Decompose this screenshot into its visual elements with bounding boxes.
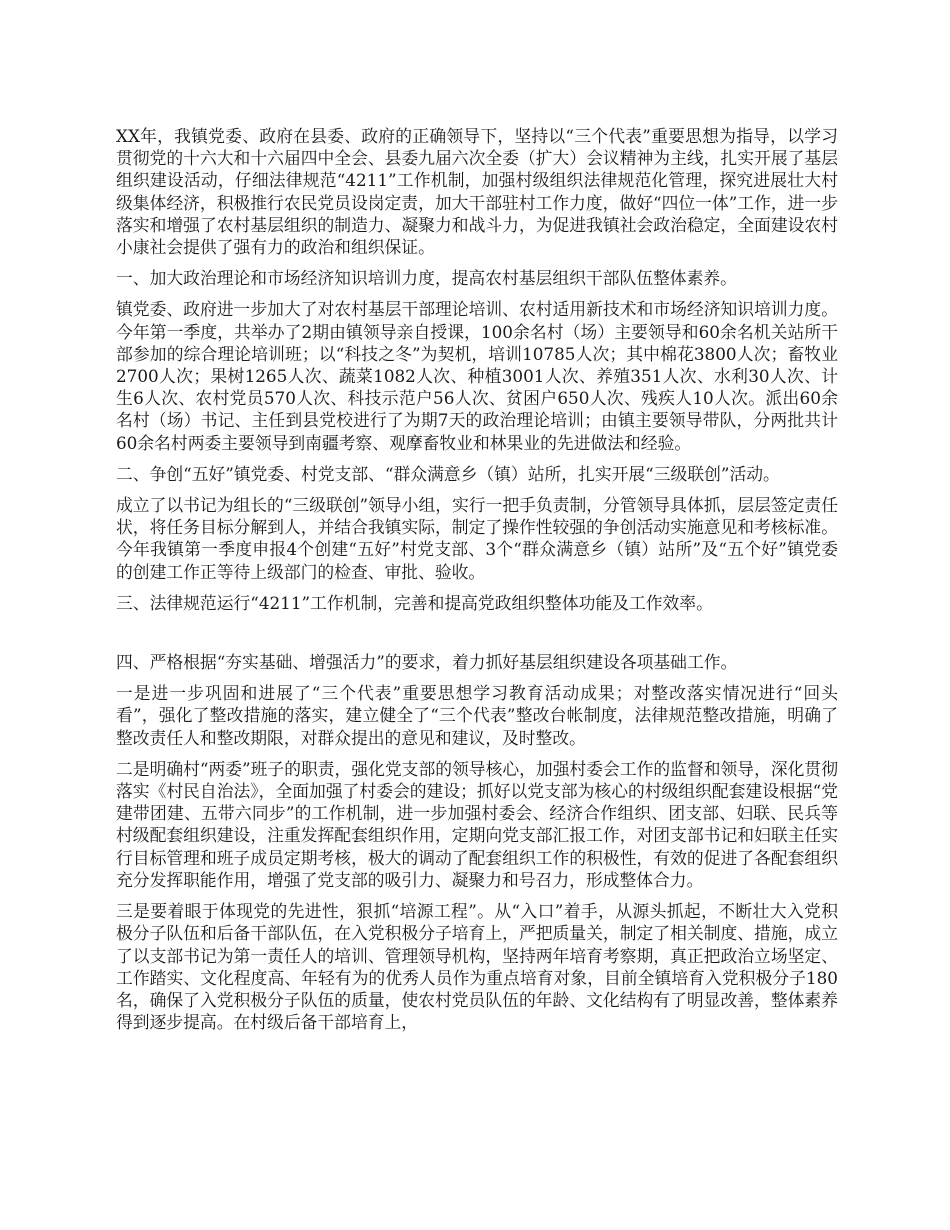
section-heading-2: 二、争创“五好”镇党委、村党支部、“群众满意乡（镇）站所，扎实开展“三级联创”活动。 xyxy=(116,463,780,484)
section-heading-4: 四、严格根据“夯实基础、增强活力”的要求，着力抓好基层组织建设各项基础工作。 xyxy=(116,652,738,673)
section-1-paragraph: 镇党委、政府进一步加大了对农村基层干部理论培训、农村适用新技术和市场经济知识培训力度。今年第一季度，共举办了2期由镇领导亲自授课，100余名村（场）主要领导和60余名机关站所干部参加的综合理论培训班；以“科技之冬”为契机，培训10785人次；其中棉花3800人次；畜牧业2700人次；果树1265人次、蔬菜1082人次、种植3001人次、养殖351人次、水利30人次、计生6人次、农村党员570人次、科技示范户56人次、贫困户650人次、残疾人10人次。派出60余名村（场）书记、主任到县党校进行了为期7天的政治理论培训；由镇主要领导带队，分两批共计60余名村两委主要领导到南疆考察、观摩畜牧业和林果业的先进做法和经验。 xyxy=(116,299,838,453)
section-4-item-2-paragraph: 二是明确村“两委”班子的职责，强化党支部的领导核心，加强村委会工作的监督和领导，深化贯彻落实《村民自治法》，全面加强了村委会的建设；抓好以党支部为核心的村级组织配套建设根据“党建带团建、五带六同步”的工作机制，进一步加强村委会、经济合作组织、团支部、妇联、民兵等村级配套组织建设，注重发挥配套组织作用，定期向党支部汇报工作，对团支部书记和妇联主任实行目标管理和班子成员定期考核，极大的调动了配套组织工作的积极性，有效的促进了各配套组织充分发挥职能作用，增强了党支部的吸引力、凝聚力和号召力，形成整体合力。 xyxy=(116,758,838,890)
section-4-item-1-paragraph: 一是进一步巩固和进展了“三个代表”重要思想学习教育活动成果；对整改落实情况进行“回头看”，强化了整改措施的落实，建立健全了“三个代表”整改台帐制度，法律规范整改措施，明确了整改责任人和整改期限，对群众提出的意见和建议，及时整改。 xyxy=(116,683,838,748)
section-heading-1: 一、加大政治理论和市场经济知识培训力度，提高农村基层组织干部队伍整体素养。 xyxy=(116,268,737,289)
section-2-paragraph: 成立了以书记为组长的“三级联创”领导小组，实行一把手负责制，分管领导具体抓，层层签定责任状，将任务目标分解到人，并结合我镇实际，制定了操作性较强的争创活动实施意见和考核标准。今年我镇第一季度申报4个创建“五好”村党支部、3个“群众满意乡（镇）站所”及“五个好”镇党委的创建工作正等待上级部门的检查、审批、验收。 xyxy=(116,495,838,582)
intro-paragraph: XX年，我镇党委、政府在县委、政府的正确领导下，坚持以“三个代表”重要思想为指导，以学习贯彻党的十六大和十六届四中全会、县委九届六次全委（扩大）会议精神为主线，扎实开展了基层组织建设活动，仔细法律规范“4211”工作机制，加强村级组织法律规范化管理，探究进展壮大村级集体经济，积极推行农民党员设岗定责，加大干部驻村工作力度，做好“四位一体”工作，进一步落实和增强了农村基层组织的制造力、凝聚力和战斗力，为促进我镇社会政治稳定，全面建设农村小康社会提供了强有力的政治和组织保证。 xyxy=(116,126,838,258)
section-heading-3: 三、法律规范运行“4211”工作机制，完善和提高党政组织整体功能及工作效率。 xyxy=(116,592,713,613)
blank-gap xyxy=(116,623,838,651)
section-4-item-3-paragraph: 三是要着眼于体现党的先进性，狠抓“培源工程”。从“入口”着手，从源头抓起，不断壮大入党积极分子队伍和后备干部队伍，在入党积极分子培育上，严把质量关，制定了相关制度、措施，成立了以支部书记为第一责任人的培训、管理领导机构，坚持两年培育考察期，真正把政治立场坚定、工作踏实、文化程度高、年轻有为的优秀人员作为重点培育对象，目前全镇培育入党积极分子180名，确保了入党积极分子队伍的质量，使农村党员队伍的年龄、文化结构有了明显改善，整体素养得到逐步提高。在村级后备干部培育上， xyxy=(116,901,838,1033)
document-body xyxy=(116,125,838,1042)
